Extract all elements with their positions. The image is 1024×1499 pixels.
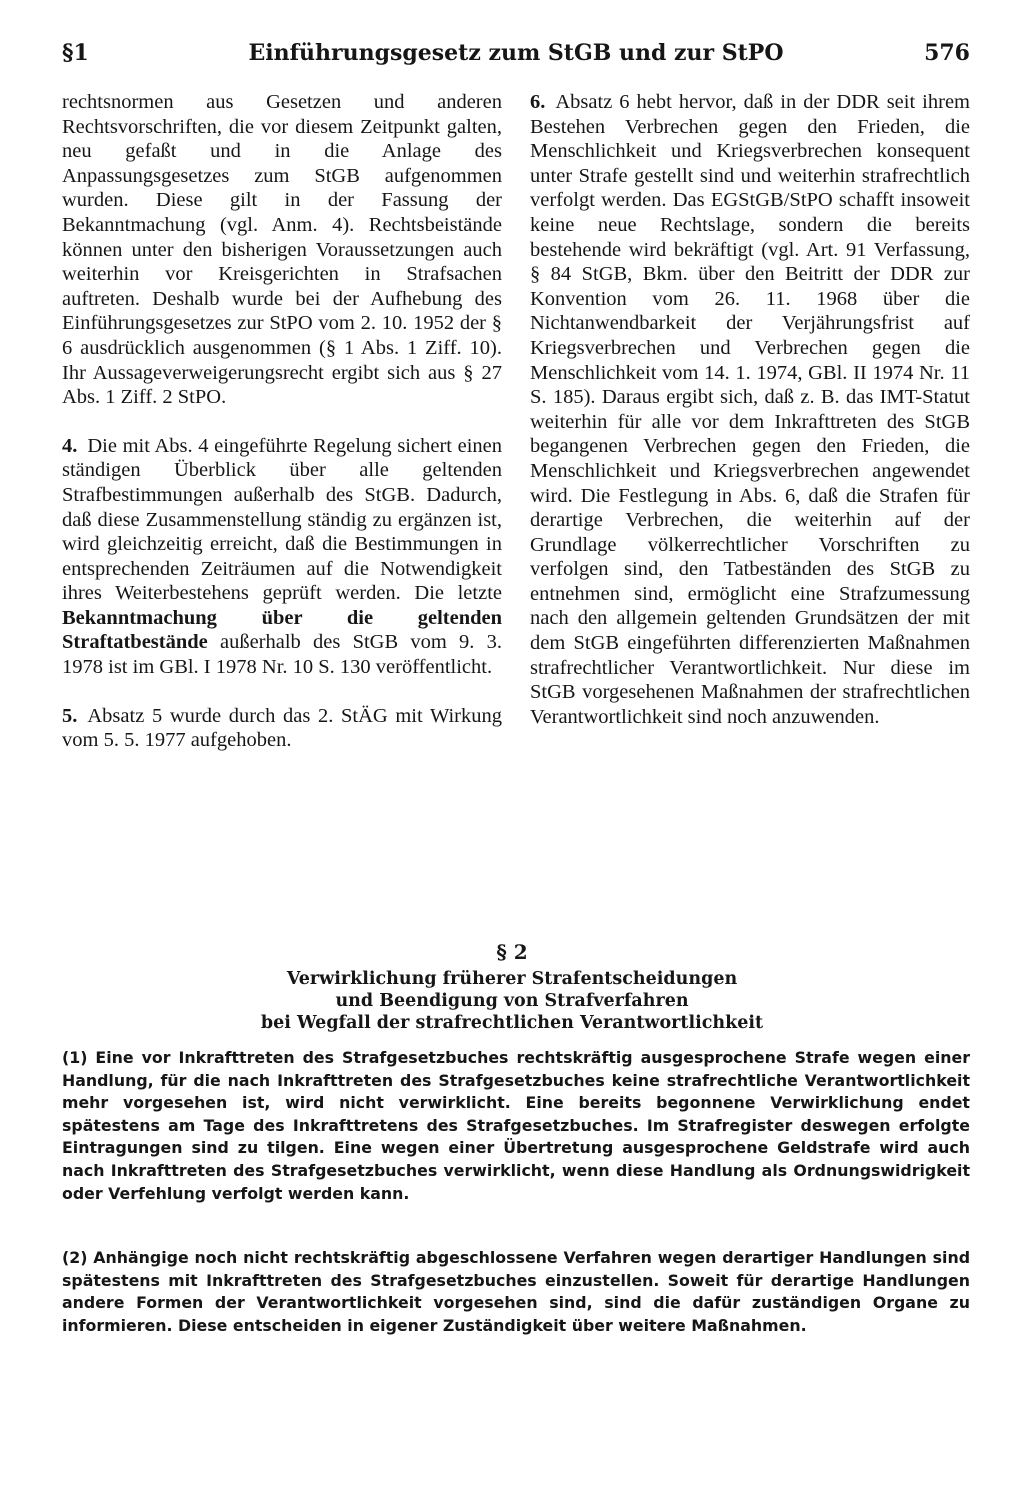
law-paragraph-2 xyxy=(62,1247,970,1337)
page-number: 576 xyxy=(924,40,970,66)
paragraph-6-text: Absatz 6 hebt hervor, daß in der DDR seit ihrem Bestehen Verbrechen gegen den Frieden, die Menschlichkeit und Kriegsverbrechen konsequent unter Strafe gestellt sind und weiterhin strafrechtlich verfolgt werden. Das EGStGB/StPO schafft insoweit keine neue Rechtslage, sondern die bereits bestehende wird bekräftigt (vgl. Art. 91 Verfassung, § 84 StGB, Bkm. über den Beitritt der DDR zur Konvention vom 26. 11. 1968 über die Nichtanwendbarkeit der Verjährungsfrist auf Kriegsverbrechen und Verbrechen gegen die Menschlichkeit vom 14. 1. 1974, GBl. II 1974 Nr. 11 S. 185). Daraus ergibt sich, daß z. B. das IMT-Statut weiterhin für alle vor dem Inkrafttreten des StGB begangenen Verbrechen gegen den Frieden, die Menschlichkeit und Kriegsverbrechen angewendet wird. Die Festlegung in Abs. 6, daß die Strafen für derartige Verbrechen, die weiterhin auf der Grundlage völkerrechtlicher Vorschriften zu verfolgen sind, den Tatbeständen des StGB zu entnehmen sind, ermöglicht eine Strafzumessung nach den allgemein geltenden Grundsätzen der mit dem StGB eingeführten differenzierten Maßnahmen strafrechtlicher Verantwortlichkeit. Nur diese im StGB vorgesehenen Maßnahmen der strafrechtlichen Verantwortlichkeit sind noch anzuwenden. xyxy=(530,91,970,728)
paragraph-5 xyxy=(62,704,502,753)
section-title-line-3: bei Wegfall der strafrechtlichen Verantwortlichkeit xyxy=(260,1013,764,1033)
paragraph-intro: rechtsnormen aus Gesetzen und anderen Rechtsvorschriften, die vor diesem Zeitpunkt galten, neu gefaßt und in die Anlage des Anpassungsgesetzes zum StGB aufgenommen wurden. Diese gilt in der Fassung der Bekanntmachung (vgl. Anm. 4). Rechtsbeistände können unter den bisherigen Voraussetzungen auch weiterhin vor Kreisgerichten in Strafsachen auftreten. Deshalb wurde bei der Aufhebung des Einführungsgesetzes zur StPO vom 2. 10. 1952 der § 6 ausdrücklich ausgenommen (§ 1 Abs. 1 Ziff. 10). Ihr Aussageverweigerungsrecht ergibt sich aus § 27 Abs. 1 Ziff. 2 StPO. xyxy=(62,91,502,409)
law-paragraph-1 xyxy=(62,1047,970,1205)
right-column xyxy=(530,90,970,753)
paragraph-4 xyxy=(62,434,502,680)
section-number: § 2 xyxy=(496,940,528,964)
paragraph-5-number: 5. xyxy=(62,704,78,727)
paragraph-6 xyxy=(530,90,970,729)
page-header xyxy=(62,40,970,80)
law-paragraph-2-text: (2) Anhängige noch nicht rechtskräftig abgeschlossene Verfahren wegen derartiger Handlungen sind spätestens mit Inkrafttreten des Strafgesetzbuches einzustellen. Soweit für derartige Handlungen andere Formen der Verantwortlichkeit vorgesehen sind, sind die dafür zuständigen Organe zu informieren. Diese entscheiden in eigener Zuständigkeit über weitere Maßnahmen. xyxy=(62,1248,970,1335)
law-paragraph-1-text: (1) Eine vor Inkrafttreten des Strafgesetzbuches rechtskräftig ausgesprochene Strafe wegen einer Handlung, für die nach Inkrafttreten des Strafgesetzbuches keine strafrechtliche Verantwortlichkeit mehr vorgesehen ist, wird nicht verwirklicht. Eine bereits begonnene Verwirklichung endet spätestens am Tage des Inkrafttretens des Strafgesetzbuches. Im Strafregister deswegen erfolgte Eintragungen sind zu tilgen. Eine wegen einer Übertretung ausgesprochene Geldstrafe wird auch nach Inkrafttreten des Strafgesetzbuches verwirklicht, wenn diese Handlung als Ordnungswidrigkeit oder Verfehlung verfolgt werden kann. xyxy=(62,1048,970,1203)
section-title-line-2: und Beendigung von Strafverfahren xyxy=(335,991,689,1011)
left-column xyxy=(62,90,502,777)
paragraph-4-text-a: Die mit Abs. 4 eingeführte Regelung sichert einen ständigen Überblick über alle geltenden Strafbestimmungen außerhalb des StGB. Dadurch, daß diese Zusammenstellung ständig zu ergänzen ist, wird gleichzeitig erreicht, daß die Bestimmungen in entsprechenden Zeiträumen auf die Notwendigkeit ihres Weiterbestehens geprüft werden. Die letzte xyxy=(62,434,502,605)
header-title: Einführungsgesetz zum StGB und zur StPO xyxy=(248,40,784,66)
paragraph-5-text: Absatz 5 wurde durch das 2. StÄG mit Wirkung vom 5. 5. 1977 aufgehoben. xyxy=(62,704,502,752)
section-title-line-1: Verwirklichung früherer Strafentscheidungen xyxy=(286,969,738,989)
paragraph-4-number: 4. xyxy=(62,434,78,457)
section-title xyxy=(90,968,934,1034)
paragraph-4-bold: Bekanntmachung über die geltenden Straftatbestände xyxy=(62,606,502,654)
header-section-mark: §1 xyxy=(62,40,89,66)
section-2-heading xyxy=(90,940,934,1034)
paragraph-4-text-b: außerhalb des StGB vom 9. 3. 1978 ist im GBl. I 1978 Nr. 10 S. 130 veröffentlicht. xyxy=(62,631,502,679)
paragraph-6-number: 6. xyxy=(530,91,546,113)
